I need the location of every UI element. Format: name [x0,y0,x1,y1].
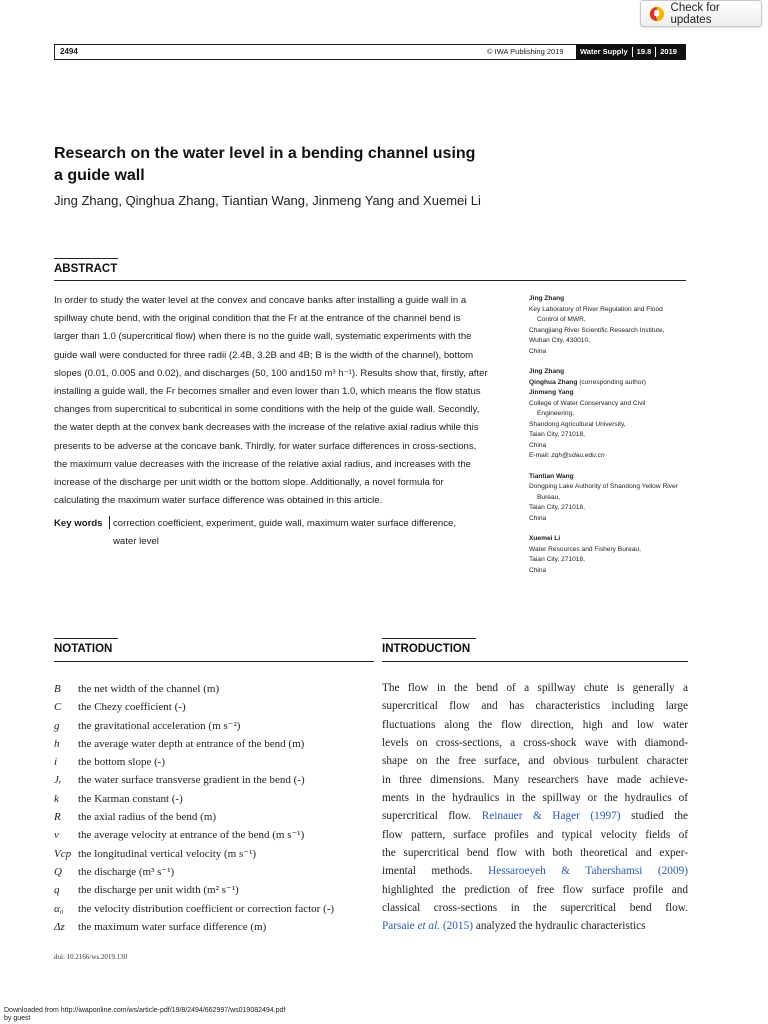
abstract-line: changes from supercritical to subcritical in some conditions with the help of the guide wall. Secondly, [54,404,480,416]
notation-description: the average water depth at entrance of the bend (m) [78,737,305,750]
email-address[interactable]: zqh@sdau.edu.cn [551,452,605,459]
keywords-line: correction coefficient, experiment, guide wall, maximum water surface difference, [113,518,457,529]
affiliation-block [529,534,709,576]
keywords-line: water level [113,536,159,547]
notation-row [54,717,374,735]
affiliation-author-row [529,388,709,399]
abstract-line: increase of the discharge per unit width or the bottom slope. Additionally, a novel formula for [54,477,444,489]
affiliation-line: China [529,441,547,449]
affiliation-author-row [529,378,709,389]
paragraph-line: fluctuations along the flow direction, high and low water [382,718,688,731]
notation-heading: NOTATION [54,643,113,655]
notation-row [54,808,374,826]
affiliation-line: Dongping Lake Authority of Shandong Yellow River [529,483,678,490]
notation-row [54,735,374,753]
notation-symbol: Jᵣ [54,774,62,787]
doi: doi: 10.2166/ws.2019.130 [54,953,128,961]
affiliation-author-row [529,367,709,378]
notation-symbol: B [54,683,61,695]
page-number: 2494 [60,47,78,56]
affiliation-block [529,294,709,357]
introduction-heading: INTRODUCTION [382,643,471,655]
citation-link[interactable]: Hessaroeyeh & Tahershamsi (2009) [488,865,689,878]
notation-symbol: v [54,829,59,842]
notation-description: the axial radius of the bend (m) [78,811,217,824]
section-divider [54,280,686,281]
introduction-body [382,679,688,936]
notation-description: the average velocity at entrance of the bend (m s⁻¹) [78,829,305,842]
affiliation-line: College of Water Conservancy and Civil [529,399,646,407]
notation-symbol: Q [54,865,62,878]
notation-row [54,918,374,936]
paragraph-line [382,862,688,880]
abstract-line: installing a guide wall, the Fr becomes smaller and even lower than 1.0, which means the flow status [54,386,481,398]
email-label: E-mail: [529,452,550,459]
affiliation-block [529,367,709,462]
affiliation-line: Changjiang River Scientific Research Institute, [529,326,665,334]
affiliation-author: Jing Zhang [529,295,565,302]
affiliation-author-row [529,534,709,545]
journal-info-bar [576,44,686,60]
notation-row [54,680,374,698]
notation-symbol: i [54,756,58,769]
citation-author: Parsaie [382,920,415,933]
affiliation-line: Key Laboratory of River Regulation and Flood [529,305,663,313]
citation-etal: et al. [417,920,441,933]
citation-link[interactable] [382,920,473,932]
affiliation-line: Bureau, [537,493,561,501]
section-rule [382,638,476,639]
crossmark-icon [649,6,665,22]
abstract-line: the water depth at the convex bank decreases with the increase of the relative axial radius while this [54,422,479,434]
notation-description: the Karman constant (-) [78,792,183,805]
paragraph-line [382,807,688,825]
paragraph-text: analyzed the hydraulic characteristics [475,920,646,933]
notation-symbol: Vcp [54,847,72,860]
citation-link[interactable]: Reinauer & Hager (1997) [481,810,621,823]
affiliation-line: Taian City, 271018, [529,556,585,563]
notation-row [54,753,374,771]
paragraph-line [382,917,688,935]
affiliation-line: Engineering, [537,410,575,417]
notation-description: the longitudinal vertical velocity (m s⁻¹) [78,847,257,860]
notation-symbol: α₀ [54,902,64,915]
notation-row [54,698,374,716]
affiliation-block [529,472,709,525]
notation-symbol: k [54,792,59,805]
abstract-line: slopes (0.01, 0.005 and 0.02), and discharges (50, 100 and150 m³ h⁻¹). Results show that, firstly, after [54,367,488,379]
notation-description: the gravitational acceleration (m s⁻²) [78,719,241,732]
affiliation-line: Wuhan City, 430010, [529,337,590,344]
article-title-line: a guide wall [54,167,145,184]
notation-description: the velocity distribution coefficient or correction factor (-) [78,902,335,915]
abstract-line: the maximum value decreases with the increase of the relative axial radius, and increases with the [54,458,472,470]
article-title [54,143,524,187]
notation-row [54,863,374,881]
affiliation-author-row [529,472,709,483]
paragraph-line: ments in the hydraulics in the spillway or the hydraulics of [382,792,688,805]
abstract-line: larger than 1.0 (supercritical flow) when there is no the guide wall, systematic experiments with the [54,331,472,343]
affiliation-author: Tiantian Wang [529,472,574,480]
paragraph-line: levels on cross-sections, a cross-shock wave with diamond- [382,737,688,750]
affiliation-line: Control of MWR, [537,316,586,323]
check-for-updates-button[interactable] [640,0,762,27]
affiliation-line: Water Resources and Fishery Bureau, [529,545,641,553]
section-rule [54,638,118,639]
notation-description: the discharge per unit width (m² s⁻¹) [78,884,239,897]
keywords-label: Key words [54,518,103,529]
notation-description: the Chezy coefficient (-) [78,701,186,714]
paragraph-line: classical cross-sections in the supercritical bend flow. [382,902,688,915]
notation-symbol: C [54,701,62,714]
affiliation-author: Qinghua Zhang [529,378,578,386]
paragraph-text: supercritical flow. [382,810,472,823]
notation-symbol: R [54,811,61,824]
download-notice: Downloaded from http://iwaponline.com/ws/article-pdf/19/8/2494/662997/ws019082494.pdf [4,1007,286,1014]
notation-symbol: Δz [54,920,65,933]
article-title-line: Research on the water level in a bending channel using [54,145,476,162]
notation-row [54,826,374,844]
paragraph-text: imental methods. [382,865,473,878]
abstract-line: calculating the maximum water surface difference was obtained in this article. [54,495,383,507]
corresponding-author-note: (corresponding author) [579,378,646,386]
affiliation-email-row [529,451,709,462]
affiliation-line: Taian City, 271018, [529,504,585,511]
notation-row [54,845,374,863]
publisher-copyright: © IWA Publishing 2019 [487,47,564,56]
affiliation-author: Xuemei Li [529,535,561,542]
affiliation-author: Jinmeng Yang [529,389,574,396]
download-notice-guest: by guest [4,1015,31,1022]
paragraph-text: studied the [631,810,689,823]
notation-row [54,881,374,899]
notation-description: the maximum water surface difference (m) [78,920,267,933]
affiliations [529,294,709,586]
section-divider [382,661,688,662]
abstract-line: spillway chute bend, with the original condition that the Fr at the entrance of the channel bend is [54,313,461,325]
notation-symbol: h [54,737,60,750]
affiliation-line: China [529,514,547,522]
notation-description: the bottom slope (-) [78,756,166,769]
affiliation-line: China [529,566,547,574]
affiliation-author-row [529,294,709,305]
notation-description: the net width of the channel (m) [78,683,220,695]
notation-symbol: q [54,884,60,897]
paragraph-line: The flow in the bend of a spillway chute is generally a [382,682,688,694]
paragraph-line: highlighted the prediction of free flow surface profile and [382,883,688,896]
abstract-heading: ABSTRACT [54,263,118,275]
affiliation-line: Taian City, 271018, [529,431,585,438]
abstract-body [54,292,509,510]
paragraph-line: in three dimensions. Many researchers have made achieve- [382,773,688,786]
affiliation-line: Shandong Agricultural University, [529,420,626,428]
notation-list [54,680,374,936]
abstract-line: guide wall were conducted for three radii (2.4B, 3.2B and 4B; B is the width of the channel), bottom [54,349,474,361]
notation-row [54,790,374,808]
section-rule [54,258,118,259]
notation-description: the discharge (m³ s⁻¹) [78,865,175,878]
paragraph-line: the supercritical bend flow with both theoretical and exper- [382,847,688,860]
notation-symbol: g [54,719,60,732]
abstract-line: presents to be adverse at the concave bank. Thirdly, for water surface differences in cross-sections, [54,440,477,452]
check-for-updates-label: Check for updates [670,1,720,26]
keywords-list [113,515,513,551]
journal-volume: 19.8 [636,47,652,56]
affiliation-author: Jing Zhang [529,368,565,375]
affiliation-line: China [529,347,547,355]
paragraph-line: flow pattern, surface profiles and typical velocity fields of [382,828,688,841]
section-divider [54,661,374,662]
author-list: Jing Zhang, Qinghua Zhang, Tiantian Wang, Jinmeng Yang and Xuemei Li [54,193,481,208]
journal-year: 2019 [660,47,677,56]
journal-name: Water Supply [580,47,628,56]
abstract-line: In order to study the water level at the convex and concave banks after installing a guide wall in a [54,295,467,306]
notation-row [54,771,374,789]
citation-year: (2015) [442,920,473,933]
notation-description: the water surface transverse gradient in the bend (-) [78,774,305,787]
paragraph-line: supercritical flow and has characteristics including large [382,700,688,713]
paragraph-line: shape on the free surface, and obvious turbulent character [382,755,688,768]
keywords-divider [109,516,110,529]
notation-row [54,900,374,918]
